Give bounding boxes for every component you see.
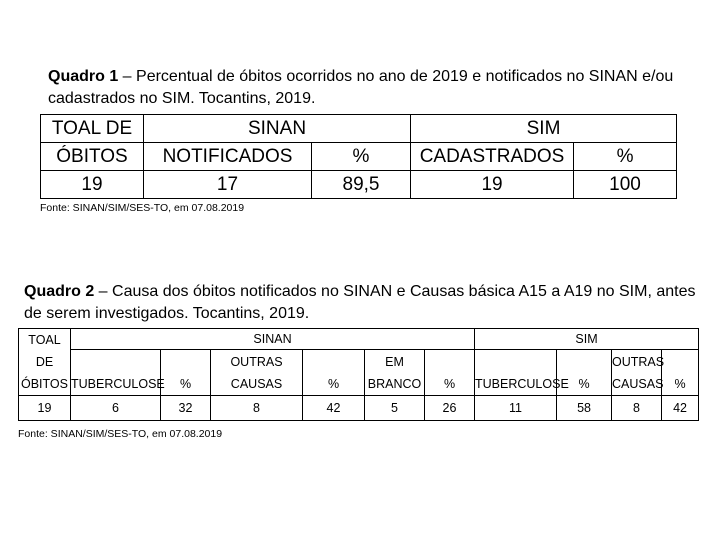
quadro1-source: Fonte: SINAN/SIM/SES-TO, em 07.08.2019 bbox=[40, 202, 245, 214]
q1-cell-pct-notificados: 89,5 bbox=[312, 171, 411, 199]
quadro1-caption bbox=[48, 66, 688, 110]
q2-cell-sim-tuberculose: 11 bbox=[475, 396, 557, 421]
q2-header-total-line1: TOAL DE bbox=[28, 333, 61, 369]
q2-header-sinan-outras: OUTRAS CAUSAS bbox=[211, 350, 303, 396]
q1-header-total-line1: TOAL DE bbox=[41, 115, 144, 143]
q2-header-sinan-pct1: % bbox=[161, 350, 211, 396]
quadro2-caption bbox=[24, 281, 714, 325]
q1-cell-cadastrados: 19 bbox=[411, 171, 574, 199]
q2-header-em-branco bbox=[365, 350, 425, 396]
q2-cell-sinan-pct3: 26 bbox=[425, 396, 475, 421]
q1-header-notificados: NOTIFICADOS bbox=[144, 143, 312, 171]
q2-cell-sim-outras: 8 bbox=[612, 396, 662, 421]
q2-cell-sinan-pct2: 42 bbox=[303, 396, 365, 421]
q1-header-pct-notificados: % bbox=[312, 143, 411, 171]
quadro2-source: Fonte: SINAN/SIM/SES-TO, em 07.08.2019 bbox=[18, 428, 223, 440]
q2-header-sim-outras bbox=[612, 350, 665, 396]
q1-header-sim: SIM bbox=[411, 115, 677, 143]
q1-cell-notificados: 17 bbox=[144, 171, 312, 199]
q1-cell-total: 19 bbox=[41, 171, 144, 199]
q2-header-sinan-pct3: % bbox=[425, 350, 475, 396]
quadro1-caption-label: Quadro 1 bbox=[48, 68, 119, 85]
q2-header-sim: SIM bbox=[475, 329, 699, 350]
q2-header-sim-outras-line2: CAUSAS bbox=[612, 376, 664, 391]
q2-cell-sinan-pct1: 32 bbox=[161, 396, 211, 421]
q2-cell-em-branco: 5 bbox=[365, 396, 425, 421]
q2-header-sinan: SINAN bbox=[71, 329, 475, 350]
q2-header-em-branco-line2: BRANCO bbox=[367, 376, 422, 391]
q2-cell-sinan-outras: 8 bbox=[211, 396, 303, 421]
q2-header-sim-tuberculose: TUBERCULOSE bbox=[475, 350, 557, 396]
quadro2-caption-label: Quadro 2 bbox=[24, 283, 95, 300]
q2-cell-sim-pct2: 42 bbox=[662, 396, 699, 421]
q1-cell-pct-cadastrados: 100 bbox=[574, 171, 677, 199]
q2-cell-sinan-tuberculose: 6 bbox=[71, 396, 161, 421]
q2-header-total bbox=[19, 329, 71, 396]
q1-header-total-line2: ÓBITOS bbox=[41, 143, 144, 171]
quadro2-caption-text: – Causa dos óbitos notificados no SINAN e Causas básica A15 a A19 no SIM, antes de serem investigados. Tocantins, 2019. bbox=[24, 283, 696, 322]
table-row bbox=[41, 171, 677, 199]
quadro2-table bbox=[18, 328, 699, 421]
q2-header-em-branco-line1: EM bbox=[385, 354, 404, 369]
table-row bbox=[19, 396, 699, 421]
quadro1-table bbox=[40, 114, 677, 199]
q1-header-pct-cadastrados: % bbox=[574, 143, 677, 171]
q2-header-sim-pct2: % bbox=[662, 350, 699, 396]
q2-header-sim-pct1: % bbox=[557, 350, 612, 396]
q2-cell-total: 19 bbox=[19, 396, 71, 421]
q2-header-sinan-pct2: % bbox=[303, 350, 365, 396]
q2-header-total-line2: ÓBITOS bbox=[20, 377, 68, 391]
q2-header-sinan-tuberculose: TUBERCULOSE bbox=[71, 350, 161, 396]
q2-cell-sim-pct1: 58 bbox=[557, 396, 612, 421]
quadro1-caption-text: – Percentual de óbitos ocorridos no ano de 2019 e notificados no SINAN e/ou cadastrados no SIM. Tocantins, 2019. bbox=[48, 68, 674, 107]
q1-header-cadastrados: CADASTRADOS bbox=[411, 143, 574, 171]
q1-header-sinan: SINAN bbox=[144, 115, 411, 143]
q2-header-sim-outras-line1: OUTRAS bbox=[612, 354, 665, 369]
